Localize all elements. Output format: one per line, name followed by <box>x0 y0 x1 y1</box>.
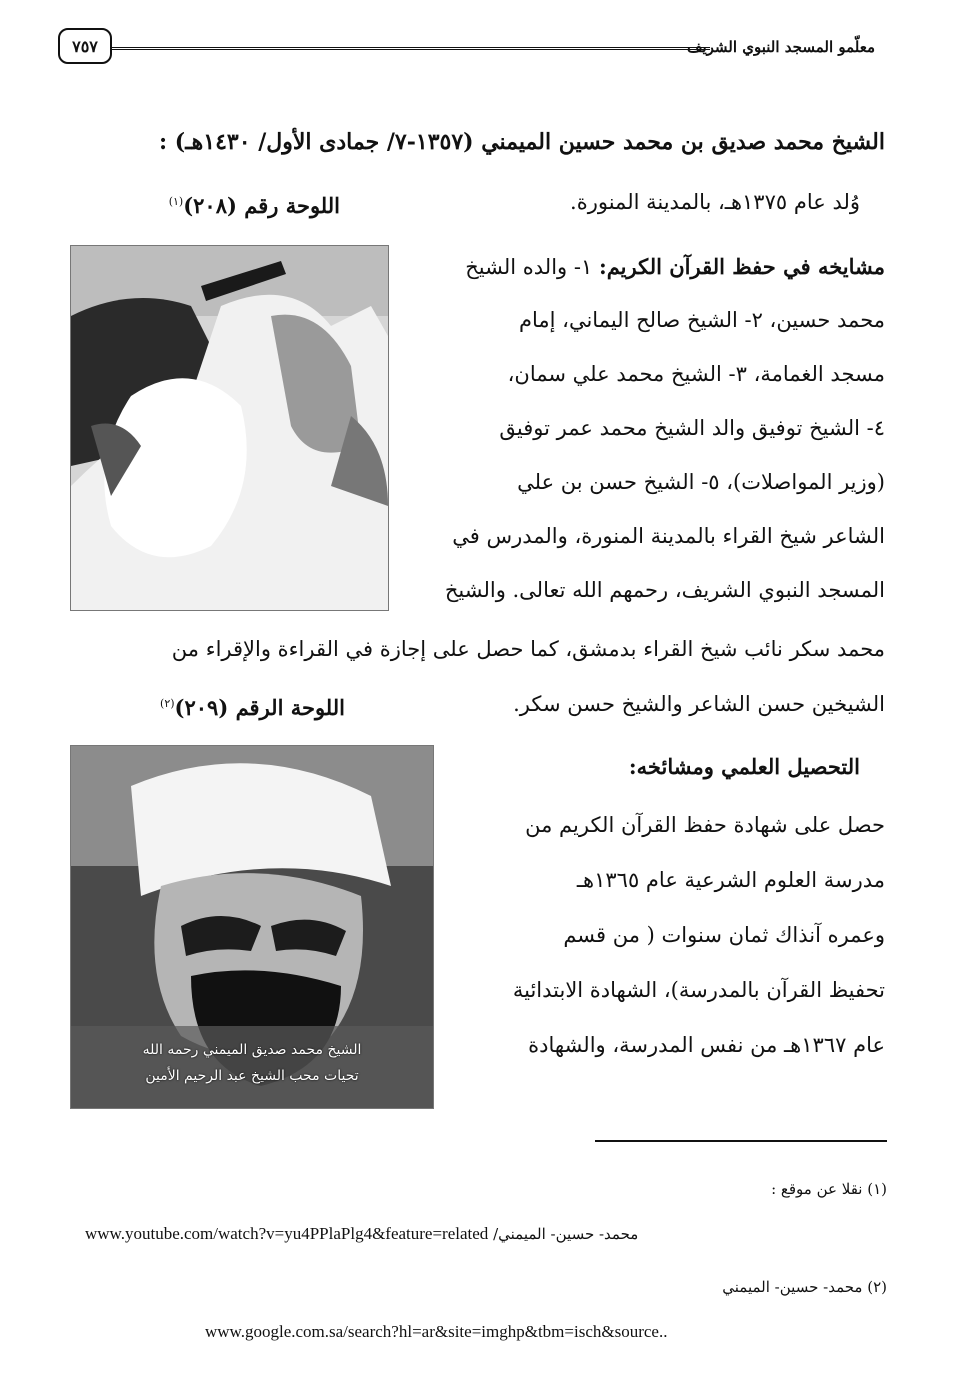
section1-line: المسجد النبوي الشريف، رحمهم الله تعالى. والشيخ <box>444 578 885 602</box>
page-number: ٧٥٧ <box>58 28 112 64</box>
section1-line: الشاعر شيخ القراء بالمدينة المنورة، والمدرس في <box>452 524 885 548</box>
section2-title: التحصيل العلمي ومشائخه: <box>628 754 860 779</box>
section1-line: محمد حسين، ٢- الشيخ صالح اليماني، إمام <box>519 308 885 332</box>
section2-line: تحفيظ القرآن بالمدرسة)، الشهادة الابتدائية <box>512 978 885 1002</box>
section2-line: عام ١٣٦٧هـ من نفس المدرسة، والشهادة <box>528 1033 885 1057</box>
section2-line: وعمره آنذاك ثمان سنوات ( من قسم <box>563 923 885 947</box>
section1-line: مسجد الغمامة، ٣- الشيخ محمد علي سمان، <box>507 362 885 386</box>
section1-first-line <box>465 252 885 282</box>
footnote-1-source <box>85 1224 638 1244</box>
portrait-image <box>71 246 388 610</box>
section1-line: الشيخين حسن الشاعر والشيخ حسن سكر. <box>513 692 885 716</box>
plate-label-208 <box>80 187 340 221</box>
footnote-marker-1: (١) <box>168 195 184 208</box>
footnote-2-url[interactable]: www.google.com.sa/search?hl=ar&site=imghp&tbm=isch&source.. <box>205 1322 668 1341</box>
photo-caption-line: الشيخ محمد صديق الميمني رحمه الله <box>142 1042 362 1058</box>
section1-line: ٤- الشيخ توفيق والد الشيخ محمد عمر توفيق <box>499 416 885 440</box>
birth-line: وُلد عام ١٣٧٥هـ، بالمدينة المنورة. <box>570 190 860 214</box>
biography-heading: الشيخ محمد صديق بن محمد حسين الميمني (١٣٥٧-٧/ جمادى الأول/ ١٤٣٠هـ) : <box>159 129 885 155</box>
portrait-photo-209 <box>70 745 434 1109</box>
footnote-1-url[interactable]: www.youtube.com/watch?v=yu4PPlaPlg4&feature=related <box>85 1224 489 1243</box>
section2-line: حصل على شهادة حفظ القرآن الكريم من <box>525 813 885 837</box>
section1-line: ١- والده الشيخ <box>465 255 599 279</box>
footnote-1-prefix: محمد- حسين- الميمني/ <box>493 1225 639 1243</box>
section1-line: (وزير المواصلات)، ٥- الشيخ حسن بن علي <box>517 470 885 494</box>
footnote-1: (١) نقلا عن موقع : <box>771 1180 887 1198</box>
section1-title: مشايخه في حفظ القرآن الكريم: <box>598 254 885 279</box>
plate-label-209 <box>80 689 345 723</box>
header-rule <box>112 47 710 50</box>
footnote-marker-2: (٢) <box>160 697 175 710</box>
footnote-2: (٢) محمد- حسين- الميمني <box>722 1278 887 1296</box>
section2-line: مدرسة العلوم الشرعية عام ١٣٦٥هـ <box>576 868 885 892</box>
running-header-title: معلّمو المسجد النبوي الشريف <box>686 38 875 56</box>
section1-line: محمد سكر نائب شيخ القراء بدمشق، كما حصل على إجازة في القراءة والإقراء من <box>171 637 885 661</box>
footnote-separator <box>595 1140 887 1142</box>
plate-label-209-text: اللوحة الرقم (٢٠٩) <box>174 695 345 720</box>
portrait-photo-208 <box>70 245 389 611</box>
plate-label-208-text: اللوحة رقم (٢٠٨) <box>183 193 340 218</box>
photo-caption-line: تحيات محب الشيخ عبد الرحيم الأمين <box>145 1068 359 1084</box>
